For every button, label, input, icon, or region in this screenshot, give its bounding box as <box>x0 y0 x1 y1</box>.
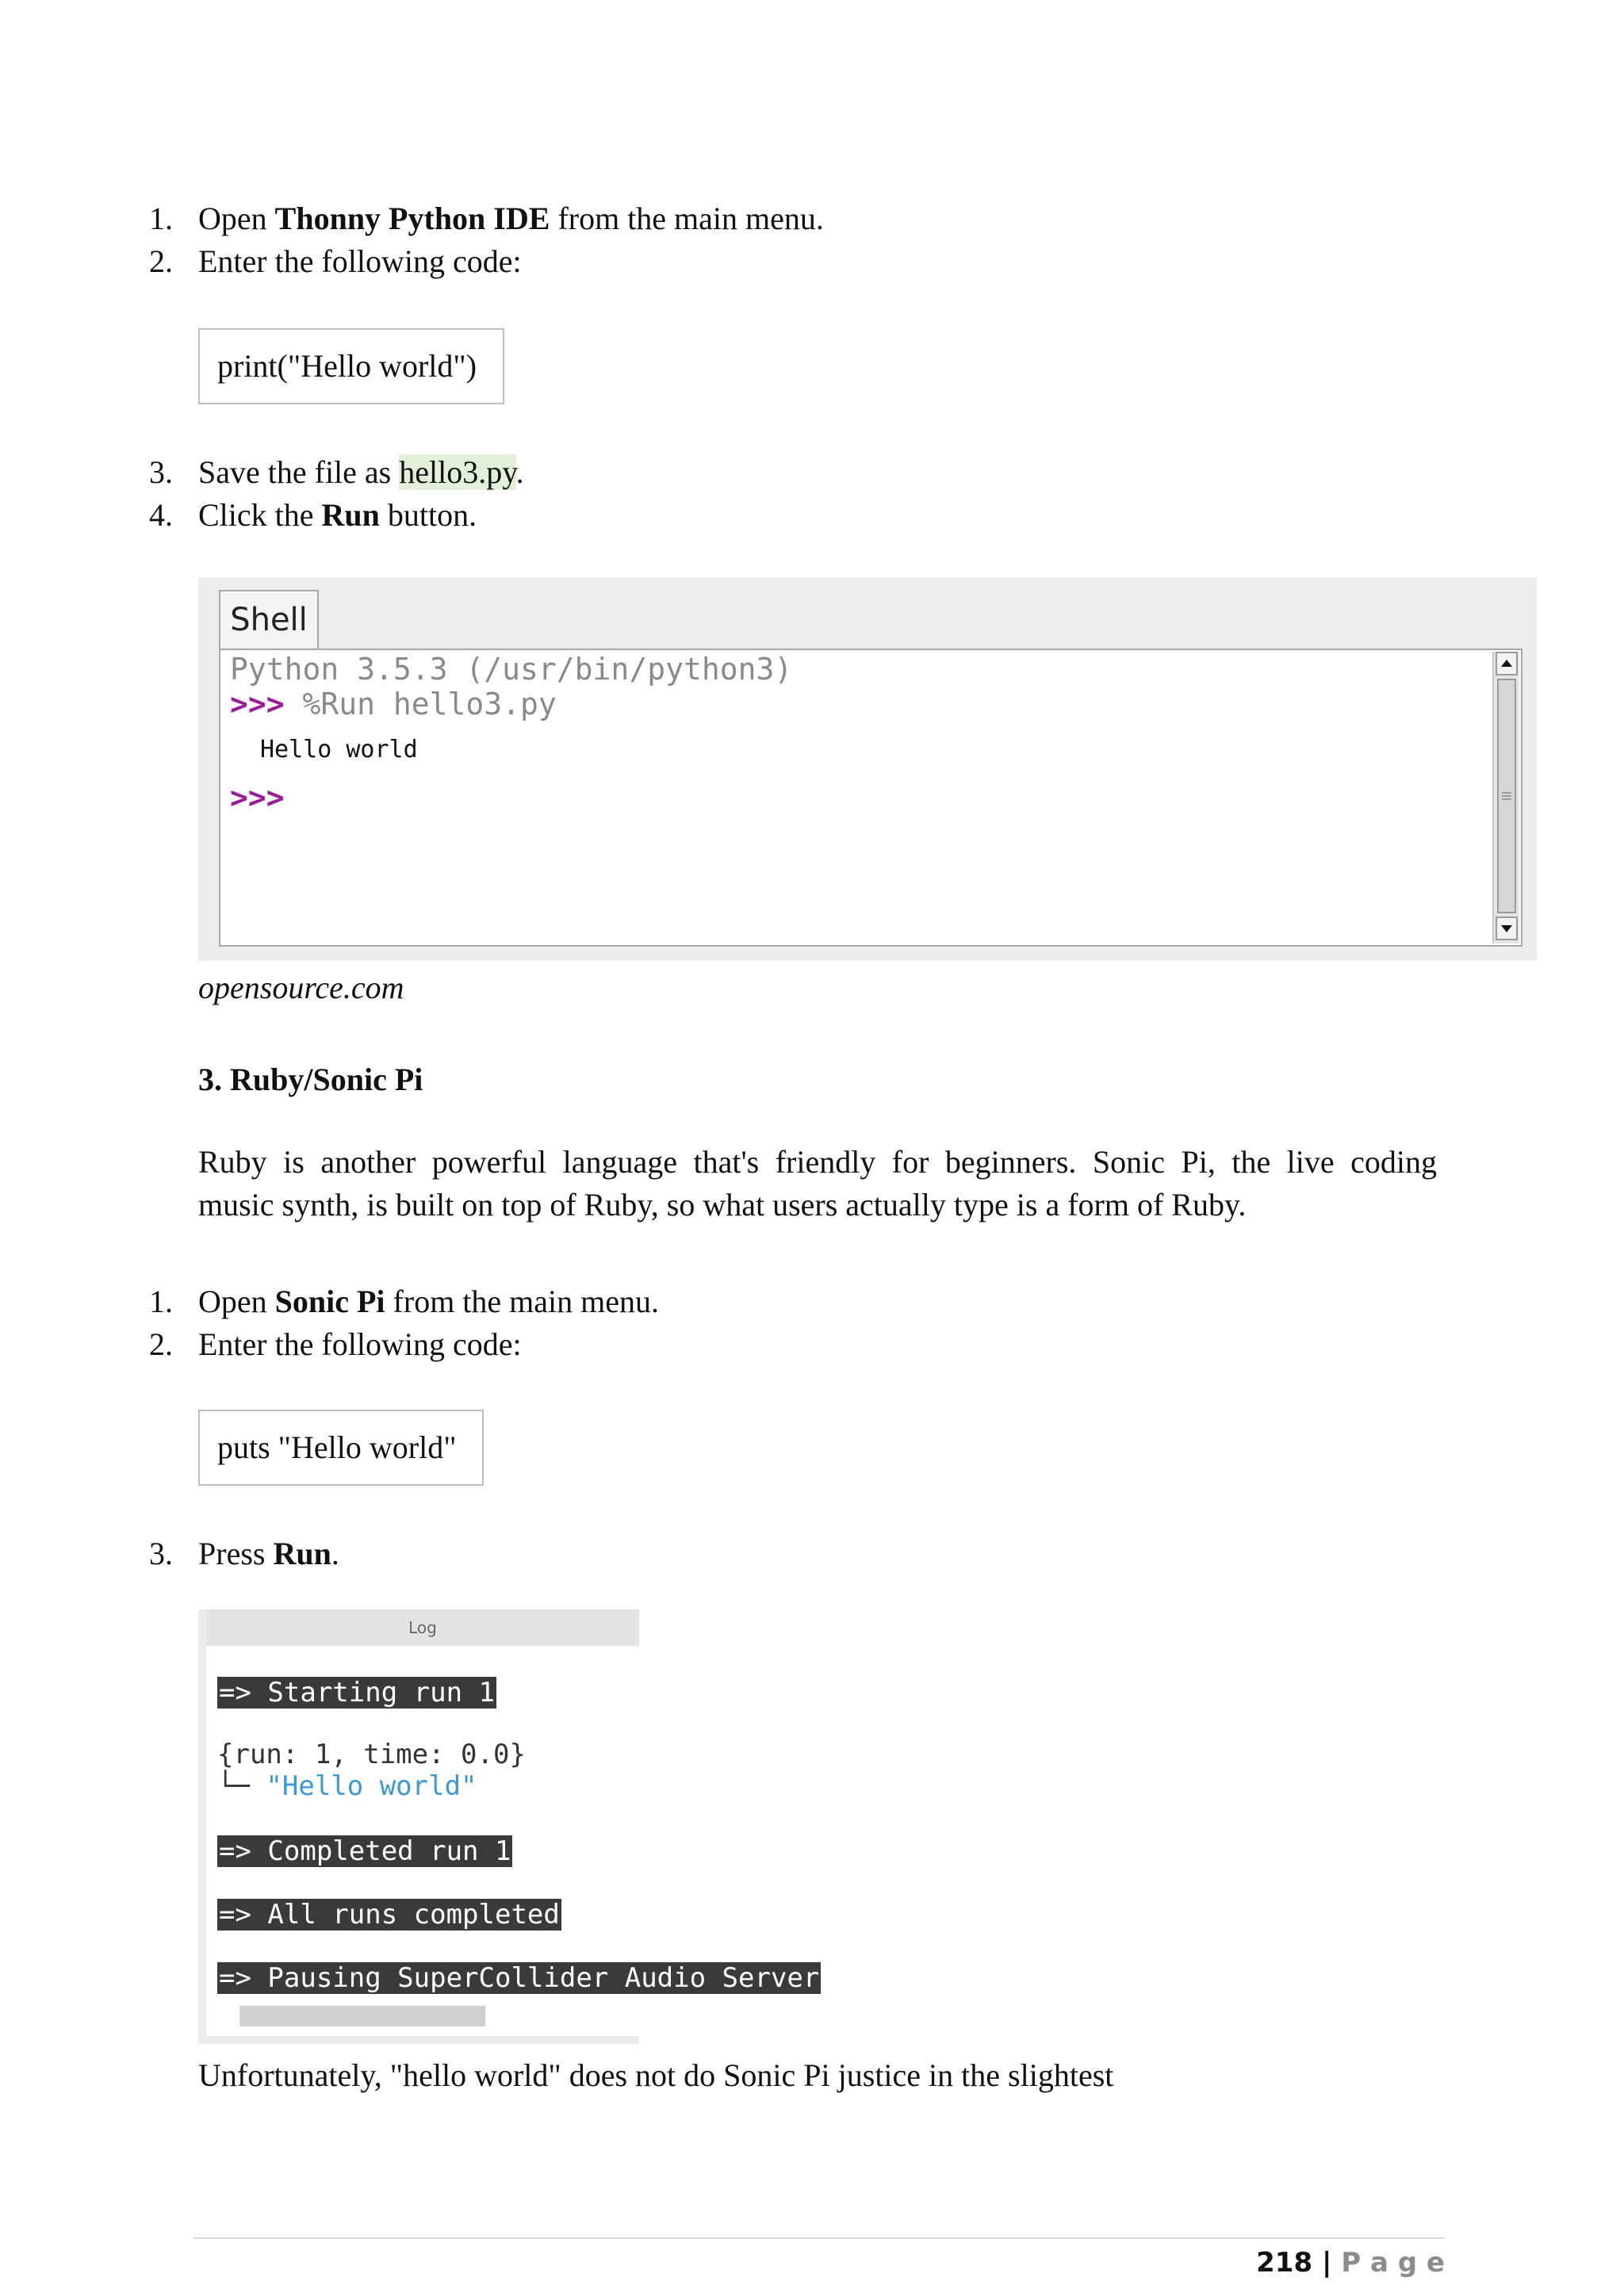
log-string: "Hello world" <box>266 1770 477 1802</box>
step-text-bold: Run <box>321 497 380 533</box>
paragraph-line: music synth, is built on top of Ruby, so what users actually type is a form of Ruby. <box>198 1187 1247 1223</box>
log-body[interactable] <box>206 1646 820 2036</box>
log-line <box>217 1770 477 1803</box>
paragraph-line: Ruby is another powerful language that's friendly for beginners. Sonic Pi, the live coding <box>198 1144 1437 1180</box>
page-number: 218 <box>1256 2247 1313 2279</box>
log-horizontal-scrollbar[interactable] <box>239 2006 485 2026</box>
step-number: 3. <box>149 454 173 490</box>
thonny-shell-screenshot <box>198 577 1537 961</box>
shell-command: %Run hello3.py <box>284 687 557 721</box>
log-inverse-text: => Starting run 1 <box>219 1677 495 1709</box>
shell-output: Hello world <box>260 736 418 763</box>
log-header: Log <box>206 1609 639 1646</box>
code-text: puts "Hello world" <box>217 1429 457 1465</box>
step-text-post: . <box>515 454 524 490</box>
closing-text: Unfortunately, "hello world" does not do Sonic Pi justice in the slightest <box>198 2057 1114 2093</box>
sonic-pi-log-screenshot <box>198 1609 820 2044</box>
scroll-thumb[interactable] <box>1497 679 1516 913</box>
filename-highlight: hello3.py <box>399 454 516 490</box>
arrow-up-icon <box>1497 653 1516 674</box>
step-text-post: button. <box>379 497 477 533</box>
tab-shell[interactable]: Shell <box>219 590 319 650</box>
image-caption: opensource.com <box>198 970 404 1005</box>
step-number: 4. <box>149 497 173 533</box>
step-text <box>198 1533 339 1575</box>
shell-prompt: >>> <box>230 687 285 721</box>
step-text-pre: Open <box>198 201 275 236</box>
log-inverse-text: => Completed run 1 <box>219 1835 511 1867</box>
step-number: 1. <box>149 201 173 236</box>
arrow-down-icon <box>1497 918 1516 939</box>
log-line: {run: 1, time: 0.0} <box>217 1739 526 1770</box>
step-number: 3. <box>149 1536 173 1571</box>
log-line <box>217 1835 512 1868</box>
scroll-down-button[interactable] <box>1496 916 1518 940</box>
page-word: P a g e <box>1341 2247 1445 2279</box>
step-number: 1. <box>149 1284 173 1319</box>
step-number: 2. <box>149 1326 173 1362</box>
step-text-pre: Save the file as <box>198 454 400 490</box>
step-text-bold: Sonic Pi <box>274 1284 385 1319</box>
step-text <box>198 452 524 493</box>
scroll-up-button[interactable] <box>1496 652 1518 675</box>
step-text-post: from the main menu. <box>550 201 824 236</box>
page-footer <box>1256 2244 1445 2282</box>
section-heading: 3. Ruby/Sonic Pi <box>198 1062 423 1097</box>
footer-separator: | <box>1312 2247 1342 2279</box>
grip-icon <box>1499 680 1515 912</box>
step-text <box>198 198 824 239</box>
log-line <box>217 1676 496 1709</box>
log-tree-connector: └─ <box>217 1770 266 1802</box>
step-text-post: from the main menu. <box>385 1284 660 1319</box>
log-inverse-text: => All runs completed <box>219 1899 560 1931</box>
shell-pane[interactable] <box>219 649 1522 947</box>
code-block-python <box>198 328 504 404</box>
step-text-pre: Open <box>198 1284 275 1319</box>
shell-run-line <box>230 687 557 721</box>
step-text-bold: Thonny Python IDE <box>274 201 550 236</box>
step-text-pre: Press <box>198 1536 274 1571</box>
step-text <box>198 495 477 536</box>
step-number: 2. <box>149 243 173 279</box>
shell-prompt-empty: >>> <box>230 780 285 815</box>
step-text: Enter the following code: <box>198 1326 522 1362</box>
footer-divider <box>193 2237 1445 2239</box>
shell-python-version: Python 3.5.3 (/usr/bin/python3) <box>230 652 793 687</box>
shell-scrollbar[interactable] <box>1492 652 1519 943</box>
step-text-post: . <box>331 1536 339 1571</box>
step-text-pre: Click the <box>198 497 322 533</box>
log-line <box>217 1961 821 1995</box>
step-text: Enter the following code: <box>198 243 522 279</box>
log-inverse-text: => Pausing SuperCollider Audio Server <box>219 1962 820 1994</box>
step-text <box>198 1281 659 1322</box>
step-text-bold: Run <box>273 1536 331 1571</box>
code-text: print("Hello world") <box>217 348 477 384</box>
log-line <box>217 1898 561 1931</box>
code-block-ruby <box>198 1410 484 1486</box>
